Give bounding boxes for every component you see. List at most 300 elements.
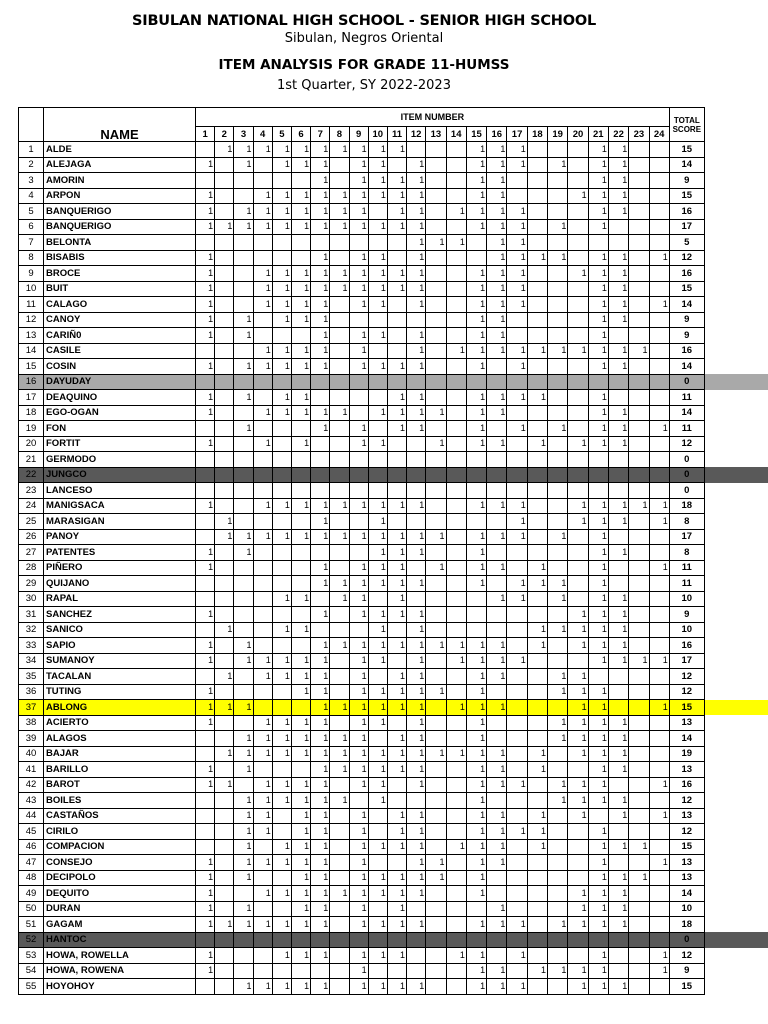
item-2-score [215, 793, 234, 809]
item-18-score [527, 700, 547, 716]
item-10-score: 1 [368, 545, 387, 561]
item-19-score [548, 514, 568, 530]
item-17-score: 1 [507, 359, 527, 375]
row-number: 27 [19, 545, 44, 561]
item-23-score [629, 281, 649, 297]
item-11-score [387, 436, 406, 452]
item-24-score: 1 [649, 560, 669, 576]
item-20-score: 1 [568, 808, 588, 824]
item-13-score [426, 452, 446, 468]
item-8-score [330, 839, 349, 855]
item-7-score [311, 467, 330, 483]
item-21-score: 1 [588, 576, 608, 592]
item-2-score [215, 359, 234, 375]
row-number: 55 [19, 979, 44, 995]
item-23-score [629, 948, 649, 964]
item-number-1: 1 [196, 127, 215, 142]
item-20-score [568, 653, 588, 669]
item-2-score: 1 [215, 529, 234, 545]
item-9-score: 1 [349, 204, 368, 220]
item-16-score: 1 [487, 390, 507, 406]
item-13-score [426, 250, 446, 266]
item-11-score: 1 [387, 948, 406, 964]
row-number: 51 [19, 917, 44, 933]
item-5-score: 1 [272, 886, 291, 902]
item-15-score: 1 [466, 436, 486, 452]
item-14-score [446, 917, 466, 933]
item-21-score [588, 483, 608, 499]
student-name: TUTING [44, 684, 196, 700]
item-16-score: 1 [487, 638, 507, 654]
item-23-score [629, 917, 649, 933]
item-4-score: 1 [253, 653, 272, 669]
item-23-score [629, 173, 649, 189]
item-3-score [234, 963, 253, 979]
item-6-score [291, 483, 310, 499]
item-4-score [253, 576, 272, 592]
item-15-score [466, 607, 486, 623]
item-16-score [487, 467, 507, 483]
item-11-score [387, 622, 406, 638]
item-24-score: 1 [649, 250, 669, 266]
item-17-score [507, 886, 527, 902]
item-8-score: 1 [330, 405, 349, 421]
item-7-score: 1 [311, 421, 330, 437]
item-5-score: 1 [272, 343, 291, 359]
item-17-score: 1 [507, 343, 527, 359]
item-11-score [387, 855, 406, 871]
item-9-score: 1 [349, 297, 368, 313]
item-7-score: 1 [311, 917, 330, 933]
item-15-score: 1 [466, 405, 486, 421]
item-21-score: 1 [588, 901, 608, 917]
student-name: BISABIS [44, 250, 196, 266]
item-7-score [311, 390, 330, 406]
item-1-score: 1 [196, 684, 215, 700]
item-14-score: 1 [446, 235, 466, 251]
item-12-score: 1 [407, 204, 426, 220]
item-4-score: 1 [253, 204, 272, 220]
total-score: 14 [669, 297, 704, 313]
student-name: FON [44, 421, 196, 437]
item-24-score [649, 684, 669, 700]
item-18-score [527, 452, 547, 468]
student-row [19, 746, 705, 762]
item-23-score [629, 297, 649, 313]
item-9-score: 1 [349, 886, 368, 902]
student-row [19, 715, 705, 731]
item-16-score: 1 [487, 498, 507, 514]
document-title: ITEM ANALYSIS FOR GRADE 11-HUMSS [218, 57, 510, 73]
student-name: CANOY [44, 312, 196, 328]
item-7-score: 1 [311, 142, 330, 158]
student-row [19, 963, 705, 979]
student-row [19, 343, 705, 359]
item-17-score [507, 746, 527, 762]
item-number-22: 22 [608, 127, 628, 142]
row-number: 7 [19, 235, 44, 251]
item-13-score [426, 467, 446, 483]
item-23-score [629, 715, 649, 731]
item-1-score: 1 [196, 700, 215, 716]
item-9-score [349, 545, 368, 561]
item-24-score: 1 [649, 421, 669, 437]
item-19-score [548, 374, 568, 390]
item-12-score [407, 901, 426, 917]
item-1-score [196, 452, 215, 468]
item-11-score: 1 [387, 204, 406, 220]
item-3-score: 1 [234, 545, 253, 561]
item-12-score: 1 [407, 715, 426, 731]
item-18-score [527, 932, 547, 948]
item-number-19: 19 [548, 127, 568, 142]
item-3-score: 1 [234, 746, 253, 762]
item-20-score [568, 374, 588, 390]
item-19-score: 1 [548, 219, 568, 235]
item-18-score [527, 374, 547, 390]
student-name: DECIPOLO [44, 870, 196, 886]
item-9-score: 1 [349, 188, 368, 204]
row-number: 31 [19, 607, 44, 623]
item-21-score: 1 [588, 405, 608, 421]
item-3-score: 1 [234, 312, 253, 328]
item-24-score [649, 374, 669, 390]
item-15-score: 1 [466, 669, 486, 685]
total-score: 17 [669, 529, 704, 545]
item-3-score [234, 250, 253, 266]
item-14-score [446, 576, 466, 592]
item-9-score: 1 [349, 157, 368, 173]
item-16-score: 1 [487, 560, 507, 576]
item-17-score [507, 638, 527, 654]
item-2-score [215, 839, 234, 855]
total-score: 9 [669, 173, 704, 189]
row-number: 29 [19, 576, 44, 592]
item-7-score: 1 [311, 328, 330, 344]
item-4-score [253, 328, 272, 344]
total-score: 12 [669, 948, 704, 964]
item-3-score: 1 [234, 390, 253, 406]
item-10-score: 1 [368, 560, 387, 576]
item-9-score: 1 [349, 436, 368, 452]
item-12-score: 1 [407, 855, 426, 871]
item-17-score [507, 870, 527, 886]
item-14-score [446, 963, 466, 979]
item-10-score: 1 [368, 266, 387, 282]
item-19-score [548, 839, 568, 855]
item-2-score [215, 963, 234, 979]
item-5-score [272, 514, 291, 530]
item-6-score [291, 421, 310, 437]
item-24-score [649, 173, 669, 189]
item-15-score [466, 250, 486, 266]
item-11-score: 1 [387, 529, 406, 545]
item-23-score [629, 483, 649, 499]
item-22-score [608, 855, 628, 871]
item-5-score [272, 824, 291, 840]
item-11-score: 1 [387, 545, 406, 561]
item-6-score [291, 328, 310, 344]
item-22-score [608, 576, 628, 592]
item-10-score: 1 [368, 498, 387, 514]
item-5-score: 1 [272, 917, 291, 933]
item-4-score: 1 [253, 746, 272, 762]
item-8-score [330, 250, 349, 266]
item-16-score [487, 731, 507, 747]
item-21-score: 1 [588, 653, 608, 669]
student-row [19, 390, 705, 406]
student-row [19, 436, 705, 452]
total-score: 15 [669, 979, 704, 995]
item-21-score: 1 [588, 793, 608, 809]
item-3-score [234, 886, 253, 902]
item-22-score [608, 328, 628, 344]
item-24-score [649, 235, 669, 251]
item-11-score: 1 [387, 638, 406, 654]
item-6-score [291, 467, 310, 483]
item-11-score [387, 343, 406, 359]
item-10-score: 1 [368, 870, 387, 886]
item-19-score [548, 870, 568, 886]
item-8-score [330, 452, 349, 468]
item-15-score [466, 483, 486, 499]
item-23-score [629, 188, 649, 204]
item-22-score [608, 932, 628, 948]
item-21-score: 1 [588, 886, 608, 902]
item-3-score [234, 715, 253, 731]
item-15-score: 1 [466, 266, 486, 282]
item-17-score: 1 [507, 142, 527, 158]
item-13-score [426, 343, 446, 359]
item-10-score: 1 [368, 250, 387, 266]
student-name: HANTOC [44, 932, 196, 948]
item-4-score: 1 [253, 777, 272, 793]
item-24-score: 1 [649, 808, 669, 824]
row-number: 37 [19, 700, 44, 716]
item-7-score: 1 [311, 173, 330, 189]
student-name: BUIT [44, 281, 196, 297]
item-20-score [568, 281, 588, 297]
item-5-score: 1 [272, 390, 291, 406]
item-24-score: 1 [649, 653, 669, 669]
total-score: 13 [669, 870, 704, 886]
student-row [19, 405, 705, 421]
item-3-score [234, 266, 253, 282]
item-12-score: 1 [407, 839, 426, 855]
item-12-score: 1 [407, 390, 426, 406]
item-11-score: 1 [387, 188, 406, 204]
item-15-score: 1 [466, 359, 486, 375]
item-9-score: 1 [349, 281, 368, 297]
item-15-score: 1 [466, 808, 486, 824]
item-20-score [568, 576, 588, 592]
item-11-score: 1 [387, 669, 406, 685]
item-7-score [311, 452, 330, 468]
item-4-score: 1 [253, 343, 272, 359]
item-1-score [196, 514, 215, 530]
item-15-score: 1 [466, 421, 486, 437]
item-21-score: 1 [588, 157, 608, 173]
item-22-score [608, 684, 628, 700]
row-number: 30 [19, 591, 44, 607]
item-18-score [527, 793, 547, 809]
student-row [19, 839, 705, 855]
item-11-score: 1 [387, 731, 406, 747]
item-23-score [629, 235, 649, 251]
item-24-score [649, 901, 669, 917]
item-12-score: 1 [407, 638, 426, 654]
item-1-score [196, 173, 215, 189]
row-number: 18 [19, 405, 44, 421]
item-4-score [253, 483, 272, 499]
item-13-score [426, 204, 446, 220]
row-number: 25 [19, 514, 44, 530]
item-6-score: 1 [291, 359, 310, 375]
item-24-score: 1 [649, 700, 669, 716]
item-17-score [507, 188, 527, 204]
item-2-score [215, 901, 234, 917]
item-12-score: 1 [407, 343, 426, 359]
item-8-score [330, 545, 349, 561]
item-14-score [446, 715, 466, 731]
item-10-score: 1 [368, 173, 387, 189]
row-number: 44 [19, 808, 44, 824]
item-12-score: 1 [407, 762, 426, 778]
item-22-score: 1 [608, 870, 628, 886]
item-19-score [548, 266, 568, 282]
student-name: DEAQUINO [44, 390, 196, 406]
item-9-score: 1 [349, 839, 368, 855]
item-9-score: 1 [349, 731, 368, 747]
student-row [19, 932, 705, 948]
total-score: 14 [669, 359, 704, 375]
item-24-score [649, 405, 669, 421]
item-5-score: 1 [272, 731, 291, 747]
item-5-score: 1 [272, 948, 291, 964]
item-15-score: 1 [466, 700, 486, 716]
item-16-score: 1 [487, 328, 507, 344]
item-6-score: 1 [291, 622, 310, 638]
item-6-score [291, 700, 310, 716]
item-24-score: 1 [649, 777, 669, 793]
student-row [19, 870, 705, 886]
student-name: PANOY [44, 529, 196, 545]
item-17-score [507, 312, 527, 328]
item-7-score: 1 [311, 514, 330, 530]
item-6-score: 1 [291, 498, 310, 514]
item-11-score: 1 [387, 746, 406, 762]
item-3-score: 1 [234, 855, 253, 871]
total-score: 17 [669, 219, 704, 235]
student-name: MANIGSACA [44, 498, 196, 514]
item-20-score: 1 [568, 669, 588, 685]
item-13-score [426, 607, 446, 623]
item-20-score: 1 [568, 514, 588, 530]
item-17-score [507, 901, 527, 917]
item-8-score [330, 963, 349, 979]
item-18-score [527, 266, 547, 282]
item-17-score: 1 [507, 204, 527, 220]
item-24-score [649, 715, 669, 731]
item-21-score: 1 [588, 700, 608, 716]
total-score: 11 [669, 421, 704, 437]
total-score: 18 [669, 498, 704, 514]
item-1-score: 1 [196, 777, 215, 793]
item-8-score [330, 917, 349, 933]
item-3-score [234, 483, 253, 499]
item-21-score: 1 [588, 281, 608, 297]
item-1-score [196, 731, 215, 747]
item-11-score: 1 [387, 839, 406, 855]
item-24-score [649, 545, 669, 561]
item-9-score: 1 [349, 607, 368, 623]
item-8-score: 1 [330, 281, 349, 297]
item-5-score [272, 607, 291, 623]
item-15-score: 1 [466, 746, 486, 762]
item-15-score: 1 [466, 638, 486, 654]
item-6-score: 1 [291, 204, 310, 220]
student-name: QUIJANO [44, 576, 196, 592]
student-row [19, 545, 705, 561]
item-4-score: 1 [253, 281, 272, 297]
item-13-score [426, 483, 446, 499]
item-3-score [234, 436, 253, 452]
item-3-score [234, 560, 253, 576]
item-10-score [368, 312, 387, 328]
item-8-score [330, 824, 349, 840]
item-8-score: 1 [330, 746, 349, 762]
item-17-score [507, 700, 527, 716]
item-18-score: 1 [527, 560, 547, 576]
item-3-score: 1 [234, 839, 253, 855]
item-23-score [629, 777, 649, 793]
item-5-score: 1 [272, 979, 291, 995]
item-13-score [426, 963, 446, 979]
student-name: BELONTA [44, 235, 196, 251]
item-3-score [234, 452, 253, 468]
item-7-score: 1 [311, 359, 330, 375]
item-6-score: 1 [291, 870, 310, 886]
item-16-score: 1 [487, 917, 507, 933]
item-1-score: 1 [196, 545, 215, 561]
item-2-score [215, 808, 234, 824]
item-19-score: 1 [548, 591, 568, 607]
item-8-score [330, 297, 349, 313]
item-3-score [234, 173, 253, 189]
item-9-score [349, 932, 368, 948]
item-8-score [330, 684, 349, 700]
total-score: 13 [669, 808, 704, 824]
item-23-score [629, 436, 649, 452]
item-19-score [548, 979, 568, 995]
student-row [19, 591, 705, 607]
item-22-score: 1 [608, 917, 628, 933]
student-row [19, 328, 705, 344]
item-4-score [253, 545, 272, 561]
item-19-score: 1 [548, 576, 568, 592]
item-6-score [291, 452, 310, 468]
item-22-score: 1 [608, 715, 628, 731]
item-4-score: 1 [253, 886, 272, 902]
item-1-score: 1 [196, 917, 215, 933]
item-17-score [507, 607, 527, 623]
item-14-score [446, 173, 466, 189]
item-22-score: 1 [608, 359, 628, 375]
item-14-score [446, 777, 466, 793]
item-12-score: 1 [407, 405, 426, 421]
item-17-score [507, 669, 527, 685]
item-6-score: 1 [291, 808, 310, 824]
